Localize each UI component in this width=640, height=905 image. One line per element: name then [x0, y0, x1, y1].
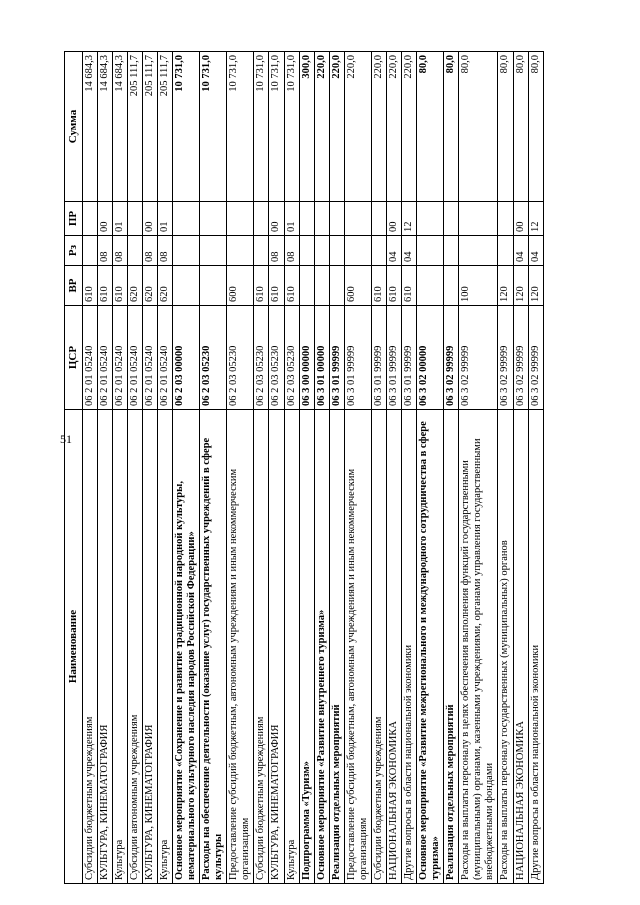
- cell-sum: 220,0: [402, 52, 417, 202]
- cell-csr: 06 2 03 05230: [284, 306, 299, 410]
- table-header-row: [65, 52, 83, 884]
- cell-sum: 220,0: [344, 52, 371, 202]
- cell-csr: 06 2 01 05240: [142, 306, 157, 410]
- table-row: [402, 52, 417, 884]
- cell-vr: 610: [82, 266, 97, 306]
- cell-csr: 06 3 00 00000: [299, 306, 314, 410]
- cell-pr: 00: [269, 202, 284, 236]
- table-body: [82, 52, 543, 884]
- cell-rz: 08: [157, 236, 172, 266]
- cell-vr: [329, 266, 344, 306]
- cell-vr: [444, 266, 459, 306]
- page-number: 51: [60, 432, 72, 446]
- cell-vr: 610: [386, 266, 401, 306]
- cell-pr: [200, 202, 227, 236]
- cell-rz: 08: [269, 236, 284, 266]
- cell-rz: 04: [402, 236, 417, 266]
- cell-name: Подпрограмма «Туризм»: [299, 410, 314, 884]
- cell-name: Субсидии бюджетным учреждениям: [82, 410, 97, 884]
- cell-vr: 120: [513, 266, 528, 306]
- cell-name: Расходы на выплаты персоналу в целях обеспечения выполнения функций государственными (муниципальными) органами, казенными учреждениями, органами управления государственными внебюджетными фондами: [459, 410, 498, 884]
- table-row: [112, 52, 127, 884]
- cell-pr: [371, 202, 386, 236]
- cell-vr: 600: [344, 266, 371, 306]
- table-row: [200, 52, 227, 884]
- cell-pr: 12: [402, 202, 417, 236]
- cell-rz: [200, 236, 227, 266]
- cell-vr: 610: [371, 266, 386, 306]
- cell-sum: 10 731,0: [254, 52, 269, 202]
- table-row: [227, 52, 254, 884]
- cell-csr: 06 3 02 99999: [498, 306, 513, 410]
- cell-rz: 04: [386, 236, 401, 266]
- header-vr: ВР: [65, 266, 83, 306]
- table-row: [157, 52, 172, 884]
- cell-csr: 06 3 01 99999: [402, 306, 417, 410]
- cell-vr: 100: [459, 266, 498, 306]
- cell-csr: 06 3 01 99999: [371, 306, 386, 410]
- cell-vr: [299, 266, 314, 306]
- budget-table-container: [64, 52, 584, 884]
- cell-pr: [444, 202, 459, 236]
- cell-sum: 220,0: [386, 52, 401, 202]
- cell-csr: 06 2 03 05230: [227, 306, 254, 410]
- cell-csr: 06 3 02 99999: [513, 306, 528, 410]
- table-row: [173, 52, 200, 884]
- table-row: [386, 52, 401, 884]
- cell-name: Реализация отдельных мероприятий: [329, 410, 344, 884]
- table-row: [444, 52, 459, 884]
- cell-vr: [173, 266, 200, 306]
- cell-vr: 120: [528, 266, 543, 306]
- cell-vr: 120: [498, 266, 513, 306]
- cell-rz: [227, 236, 254, 266]
- cell-vr: 610: [254, 266, 269, 306]
- table-row: [254, 52, 269, 884]
- cell-name: Культура: [112, 410, 127, 884]
- cell-rz: [82, 236, 97, 266]
- table-row: [299, 52, 314, 884]
- cell-vr: 610: [284, 266, 299, 306]
- cell-pr: [173, 202, 200, 236]
- cell-csr: 06 3 02 99999: [528, 306, 543, 410]
- cell-name: Другие вопросы в области национальной экономики: [402, 410, 417, 884]
- cell-pr: [498, 202, 513, 236]
- cell-vr: 600: [227, 266, 254, 306]
- cell-csr: 06 3 01 99999: [344, 306, 371, 410]
- cell-csr: 06 3 02 00000: [417, 306, 444, 410]
- table-row: [528, 52, 543, 884]
- cell-sum: 14 684,3: [112, 52, 127, 202]
- cell-vr: 610: [402, 266, 417, 306]
- cell-vr: 610: [269, 266, 284, 306]
- cell-pr: 01: [112, 202, 127, 236]
- cell-sum: 80,0: [417, 52, 444, 202]
- header-pr: ПР: [65, 202, 83, 236]
- table-row: [344, 52, 371, 884]
- cell-pr: [344, 202, 371, 236]
- table-row: [371, 52, 386, 884]
- cell-name: Субсидии автономным учреждениям: [127, 410, 142, 884]
- header-csr: ЦСР: [65, 306, 83, 410]
- cell-csr: 06 3 01 00000: [314, 306, 329, 410]
- table-row: [417, 52, 444, 884]
- cell-csr: 06 3 01 99999: [329, 306, 344, 410]
- cell-vr: 610: [112, 266, 127, 306]
- cell-name: Культура: [284, 410, 299, 884]
- cell-pr: 12: [528, 202, 543, 236]
- cell-vr: [200, 266, 227, 306]
- cell-pr: 00: [386, 202, 401, 236]
- table-row: [513, 52, 528, 884]
- cell-rz: [314, 236, 329, 266]
- cell-sum: 220,0: [329, 52, 344, 202]
- cell-rz: [459, 236, 498, 266]
- table-row: [142, 52, 157, 884]
- cell-rz: 08: [142, 236, 157, 266]
- cell-name: Другие вопросы в области национальной экономики: [528, 410, 543, 884]
- cell-name: КУЛЬТУРА, КИНЕМАТОГРАФИЯ: [142, 410, 157, 884]
- cell-sum: 80,0: [498, 52, 513, 202]
- cell-rz: 08: [284, 236, 299, 266]
- cell-sum: 14 684,3: [97, 52, 112, 202]
- cell-name: Расходы на обеспечение деятельности (оказание услуг) государственных учреждений в сфере культуры: [200, 410, 227, 884]
- cell-csr: 06 2 01 05240: [97, 306, 112, 410]
- header-rz: Рз: [65, 236, 83, 266]
- table-row: [269, 52, 284, 884]
- cell-pr: [417, 202, 444, 236]
- cell-name: НАЦИОНАЛЬНАЯ ЭКОНОМИКА: [513, 410, 528, 884]
- cell-vr: 620: [142, 266, 157, 306]
- cell-pr: 01: [284, 202, 299, 236]
- header-sum: Сумма: [65, 52, 83, 202]
- cell-name: Предоставление субсидий бюджетным, автономным учреждениям и иным некоммерческим организациям: [227, 410, 254, 884]
- cell-sum: 205 111,7: [157, 52, 172, 202]
- cell-sum: 10 731,0: [173, 52, 200, 202]
- cell-csr: 06 2 01 05240: [157, 306, 172, 410]
- cell-name: Предоставление субсидий бюджетным, автономным учреждениям и иным некоммерческим организациям: [344, 410, 371, 884]
- cell-pr: [254, 202, 269, 236]
- table-row: [459, 52, 498, 884]
- cell-pr: [82, 202, 97, 236]
- cell-sum: 10 731,0: [200, 52, 227, 202]
- cell-rz: [173, 236, 200, 266]
- cell-sum: 80,0: [459, 52, 498, 202]
- cell-name: Основное мероприятие «Сохранение и развитие традиционной народной культуры, нематериального культурного наследия народов Российской Федерации»: [173, 410, 200, 884]
- cell-vr: [417, 266, 444, 306]
- cell-rz: 08: [97, 236, 112, 266]
- cell-pr: 00: [142, 202, 157, 236]
- cell-csr: 06 3 01 99999: [386, 306, 401, 410]
- cell-name: НАЦИОНАЛЬНАЯ ЭКОНОМИКА: [386, 410, 401, 884]
- cell-sum: 80,0: [528, 52, 543, 202]
- cell-sum: 205 111,7: [127, 52, 142, 202]
- table-row: [314, 52, 329, 884]
- cell-csr: 06 2 03 05230: [200, 306, 227, 410]
- cell-name: КУЛЬТУРА, КИНЕМАТОГРАФИЯ: [269, 410, 284, 884]
- cell-rz: [299, 236, 314, 266]
- table-row: [284, 52, 299, 884]
- cell-rz: [329, 236, 344, 266]
- cell-name: Субсидии бюджетным учреждениям: [254, 410, 269, 884]
- cell-rz: 04: [513, 236, 528, 266]
- cell-csr: 06 2 01 05240: [82, 306, 97, 410]
- budget-table: [64, 51, 544, 884]
- cell-name: Основное мероприятие «Развитие внутреннего туризма»: [314, 410, 329, 884]
- cell-pr: 01: [157, 202, 172, 236]
- cell-pr: [127, 202, 142, 236]
- cell-name: Реализация отдельных мероприятий: [444, 410, 459, 884]
- cell-rz: [417, 236, 444, 266]
- cell-sum: 220,0: [371, 52, 386, 202]
- cell-pr: 00: [513, 202, 528, 236]
- cell-rz: [498, 236, 513, 266]
- cell-pr: [459, 202, 498, 236]
- cell-name: Основное мероприятие «Развитие межрегионального и международного сотрудничества в сфере туризма»: [417, 410, 444, 884]
- cell-sum: 220,0: [314, 52, 329, 202]
- cell-pr: [299, 202, 314, 236]
- table-row: [329, 52, 344, 884]
- cell-csr: 06 2 03 05230: [269, 306, 284, 410]
- cell-vr: [314, 266, 329, 306]
- cell-sum: 205 111,7: [142, 52, 157, 202]
- cell-sum: 10 731,0: [284, 52, 299, 202]
- cell-vr: 620: [127, 266, 142, 306]
- cell-name: Субсидии бюджетным учреждениям: [371, 410, 386, 884]
- cell-name: КУЛЬТУРА, КИНЕМАТОГРАФИЯ: [97, 410, 112, 884]
- table-row: [97, 52, 112, 884]
- cell-csr: 06 2 01 05240: [127, 306, 142, 410]
- cell-rz: [444, 236, 459, 266]
- cell-csr: 06 2 03 00000: [173, 306, 200, 410]
- cell-sum: 300,0: [299, 52, 314, 202]
- header-name: Наименование: [65, 410, 83, 884]
- cell-vr: 620: [157, 266, 172, 306]
- cell-pr: [227, 202, 254, 236]
- cell-name: Расходы на выплаты персоналу государственных (муниципальных) органов: [498, 410, 513, 884]
- cell-rz: [371, 236, 386, 266]
- cell-rz: 04: [528, 236, 543, 266]
- table-row: [82, 52, 97, 884]
- cell-csr: 06 3 02 99999: [444, 306, 459, 410]
- table-row: [498, 52, 513, 884]
- cell-rz: [344, 236, 371, 266]
- cell-sum: 10 731,0: [227, 52, 254, 202]
- cell-csr: 06 2 03 05230: [254, 306, 269, 410]
- cell-csr: 06 2 01 05240: [112, 306, 127, 410]
- cell-csr: 06 3 02 99999: [459, 306, 498, 410]
- table-row: [127, 52, 142, 884]
- cell-rz: [127, 236, 142, 266]
- cell-sum: 10 731,0: [269, 52, 284, 202]
- cell-rz: 08: [112, 236, 127, 266]
- cell-name: Культура: [157, 410, 172, 884]
- cell-rz: [254, 236, 269, 266]
- cell-pr: [329, 202, 344, 236]
- cell-vr: 610: [97, 266, 112, 306]
- cell-sum: 14 684,3: [82, 52, 97, 202]
- cell-pr: 00: [97, 202, 112, 236]
- cell-sum: 80,0: [513, 52, 528, 202]
- cell-pr: [314, 202, 329, 236]
- cell-sum: 80,0: [444, 52, 459, 202]
